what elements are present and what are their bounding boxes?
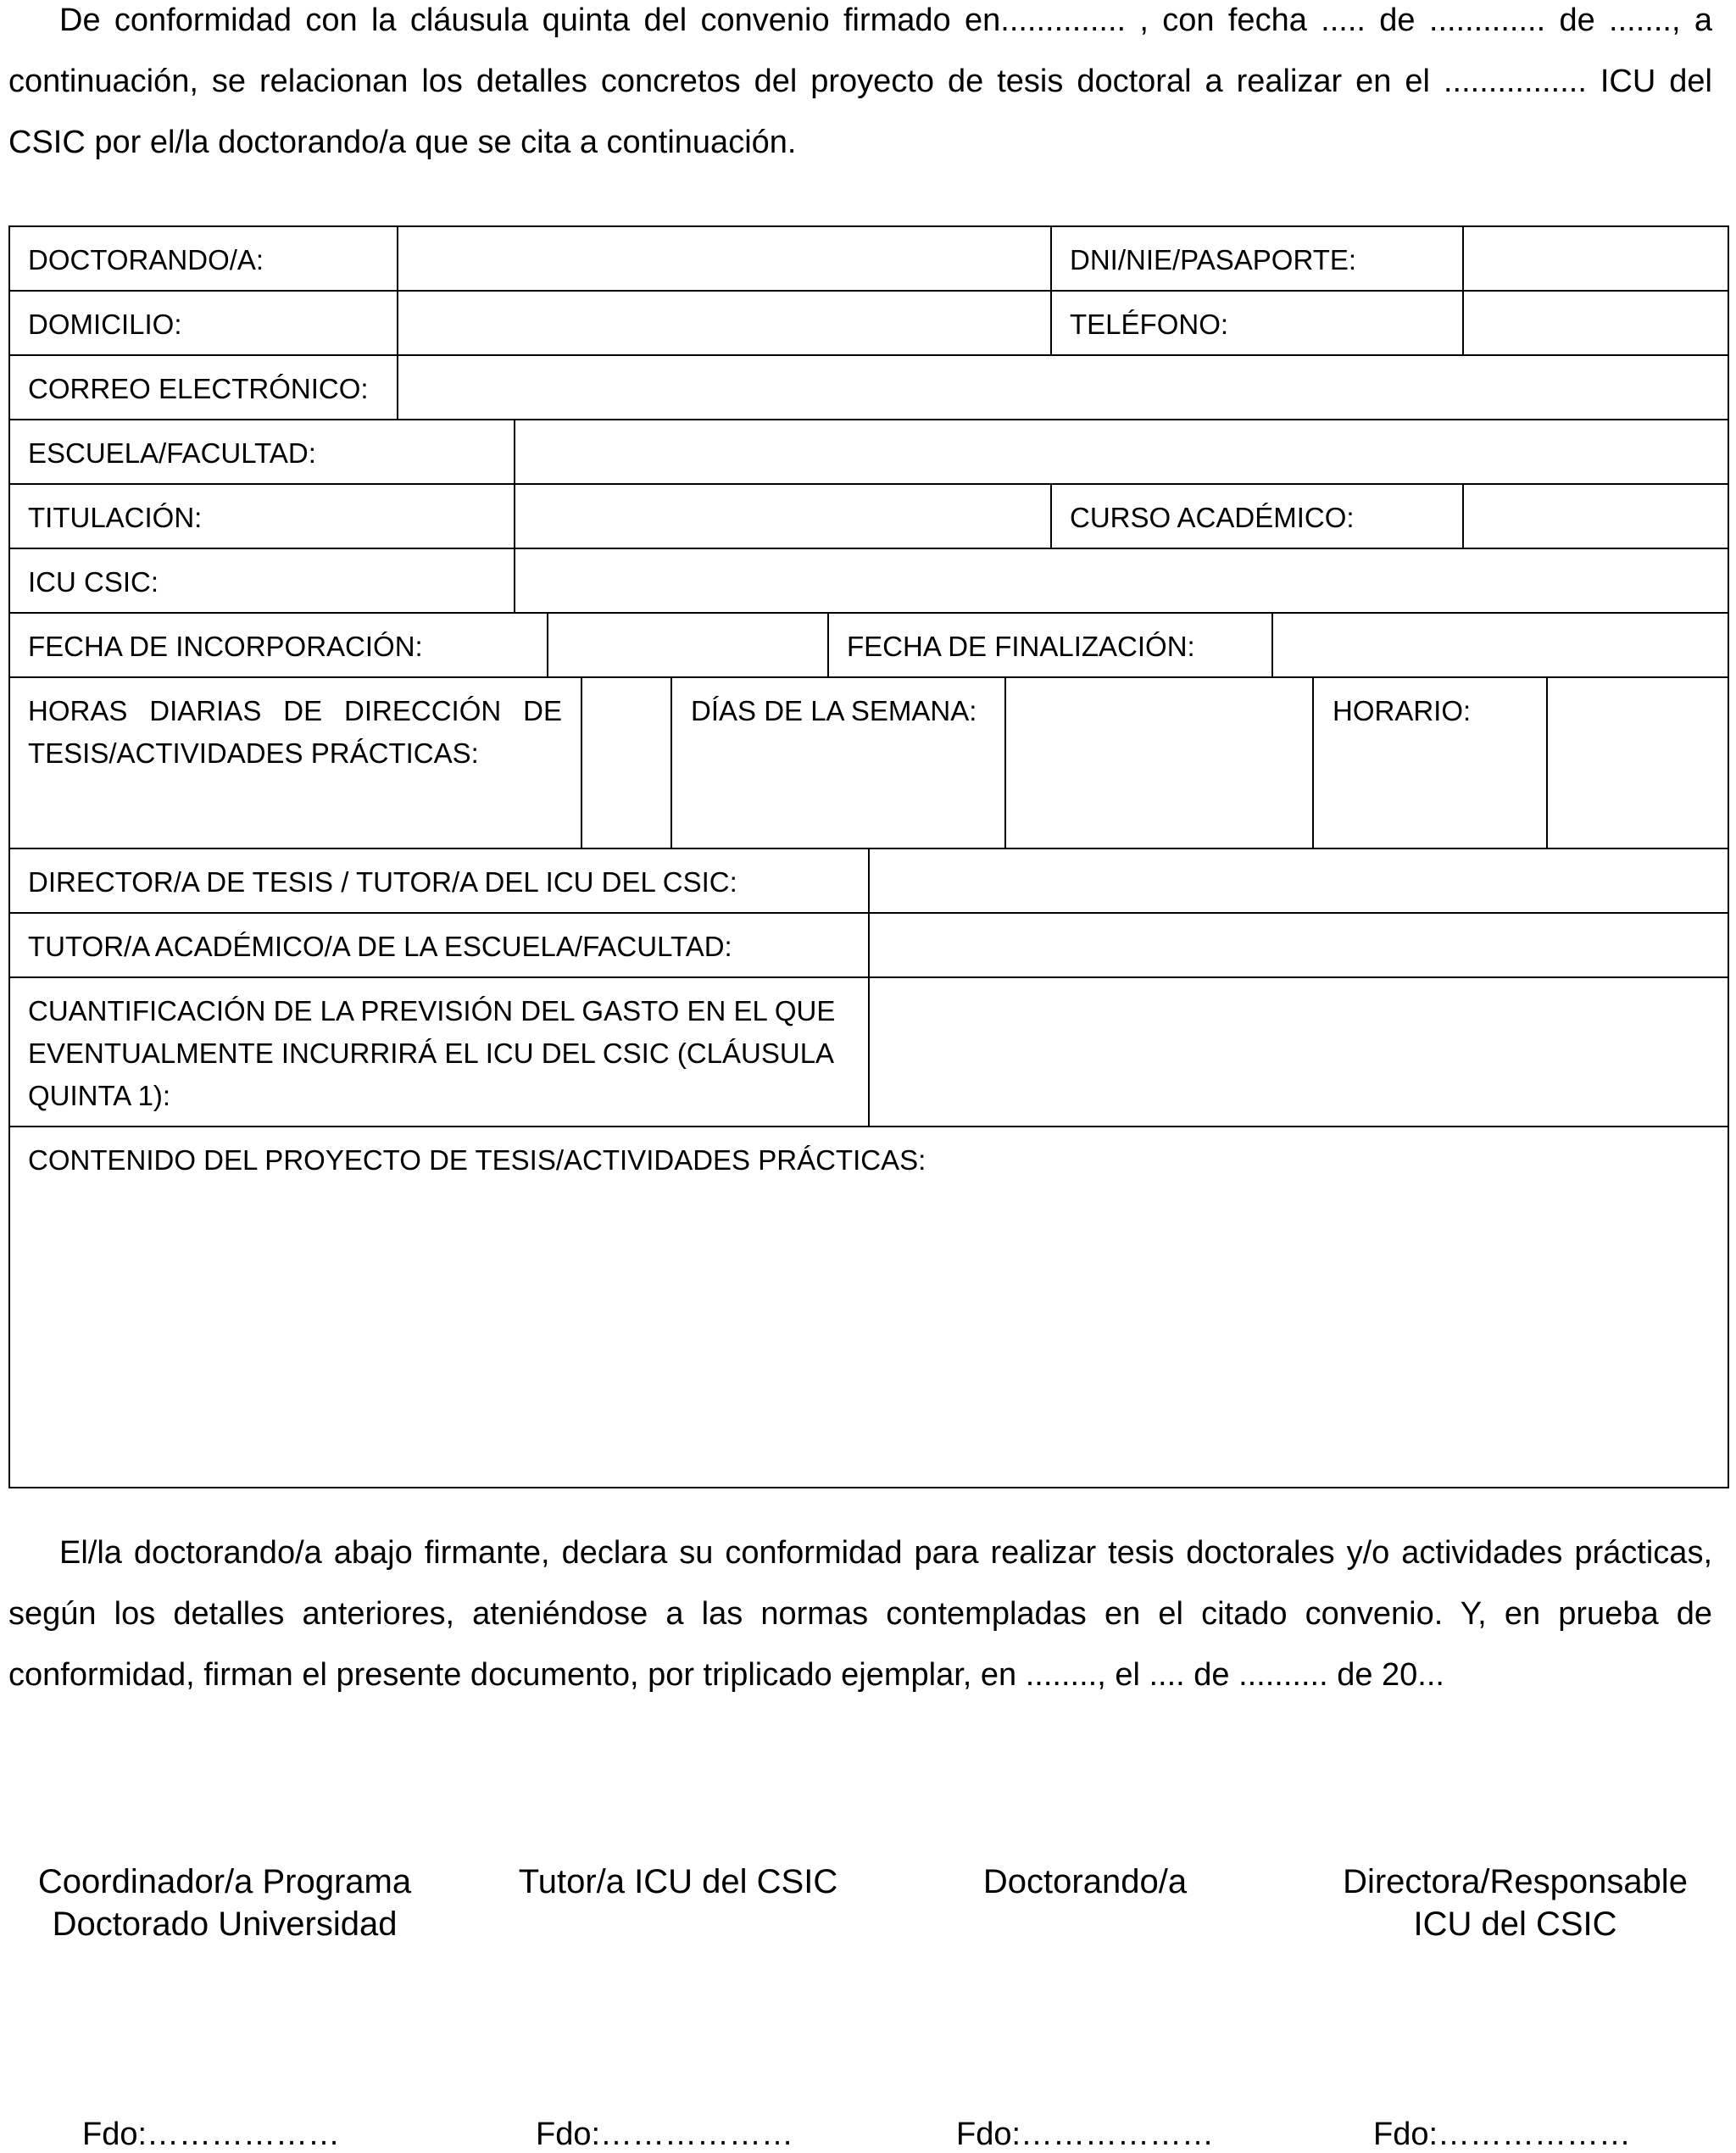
- telefono-label: TELÉFONO:: [1070, 309, 1229, 340]
- signature-title-coordinador: [8, 1861, 441, 1945]
- dias-field[interactable]: [1004, 676, 1314, 849]
- icu-label: ICU CSIC:: [28, 566, 159, 598]
- signature-title-line: Doctorando/a: [982, 1863, 1188, 1900]
- dias-label: DÍAS DE LA SEMANA:: [691, 695, 977, 726]
- dni-label: DNI/NIE/PASAPORTE:: [1070, 244, 1357, 275]
- director-field[interactable]: [868, 848, 1729, 914]
- signature-line-coordinador: Fdo:………………: [82, 2117, 341, 2152]
- director-label: DIRECTOR/A DE TESIS / TUTOR/A DEL ICU DEL CSIC:: [28, 866, 737, 898]
- horas-label: HORAS DIARIAS DE DIRECCIÓN DE TESIS/ACTIVIDADES PRÁCTICAS:: [28, 695, 562, 769]
- signature-title-line: ICU del CSIC: [1413, 1905, 1617, 1943]
- horario-field[interactable]: [1546, 676, 1729, 849]
- horas-field[interactable]: [581, 676, 672, 849]
- signature-title-directora: [1305, 1861, 1725, 1945]
- correo-field[interactable]: [397, 354, 1729, 420]
- signature-line-tutor-icu: Fdo:………………: [536, 2117, 794, 2152]
- doctorando-label: DOCTORANDO/A:: [28, 244, 264, 275]
- correo-label: CORREO ELECTRÓNICO:: [28, 373, 369, 404]
- signature-title-line: Directora/Responsable: [1343, 1863, 1688, 1900]
- horario-label: HORARIO:: [1333, 695, 1472, 726]
- doctorando-field[interactable]: [397, 225, 1052, 292]
- domicilio-label: DOMICILIO:: [28, 309, 182, 340]
- signature-title-line: Tutor/a ICU del CSIC: [518, 1863, 838, 1900]
- signature-line-doctorando: Fdo:………………: [956, 2117, 1215, 2152]
- escuela-field[interactable]: [514, 419, 1729, 485]
- fecha-incorporacion-field[interactable]: [547, 612, 829, 678]
- signature-title-line: Doctorado Universidad: [52, 1905, 398, 1943]
- signature-title-doctorando: [915, 1861, 1255, 1903]
- titulacion-label: TITULACIÓN:: [28, 502, 203, 533]
- curso-label: CURSO ACADÉMICO:: [1070, 502, 1355, 533]
- telefono-field[interactable]: [1462, 290, 1729, 356]
- curso-field[interactable]: [1462, 483, 1729, 549]
- escuela-label: ESCUELA/FACULTAD:: [28, 437, 316, 469]
- tutor-academico-field[interactable]: [868, 912, 1729, 978]
- intro-paragraph: De conformidad con la cláusula quinta del convenio firmado en.............. , con fecha ..... de ............. de ......., a continuación, se relacionan los detalles concretos del proyecto de tesis doctoral a realizar en el ................ ICU del CSIC por el/la doctorando/a que se cita a continuación.: [8, 3, 1712, 160]
- fecha-finalizacion-field[interactable]: [1271, 612, 1729, 678]
- dni-field[interactable]: [1462, 225, 1729, 292]
- signature-line-directora: Fdo:………………: [1373, 2117, 1632, 2152]
- contenido-label: CONTENIDO DEL PROYECTO DE TESIS/ACTIVIDADES PRÁCTICAS:: [28, 1144, 926, 1176]
- signature-title-tutor-icu: [475, 1861, 882, 1903]
- declaration-paragraph: El/la doctorando/a abajo firmante, declara su conformidad para realizar tesis doctorales y/o actividades prácticas, según los detalles anteriores, ateniéndose a las normas contempladas en el citado convenio. Y, en prueba de conformidad, firman el presente documento, por triplicado ejemplar, en ........, el .... de .......... de 20...: [8, 1535, 1712, 1693]
- cuantificacion-field[interactable]: [868, 976, 1729, 1127]
- fecha-incorporacion-label: FECHA DE INCORPORACIÓN:: [28, 631, 423, 662]
- domicilio-field[interactable]: [397, 290, 1052, 356]
- fecha-finalizacion-label: FECHA DE FINALIZACIÓN:: [847, 631, 1195, 662]
- signature-title-line: Coordinador/a Programa: [37, 1863, 412, 1900]
- titulacion-field[interactable]: [514, 483, 1052, 549]
- tutor-academico-label: TUTOR/A ACADÉMICO/A DE LA ESCUELA/FACULTAD:: [28, 931, 732, 962]
- cuantificacion-label: CUANTIFICACIÓN DE LA PREVISIÓN DEL GASTO EN EL QUE EVENTUALMENTE INCURRIRÁ EL ICU DEL CSIC (CLÁUSULA QUINTA 1):: [28, 995, 836, 1111]
- icu-field[interactable]: [514, 548, 1729, 614]
